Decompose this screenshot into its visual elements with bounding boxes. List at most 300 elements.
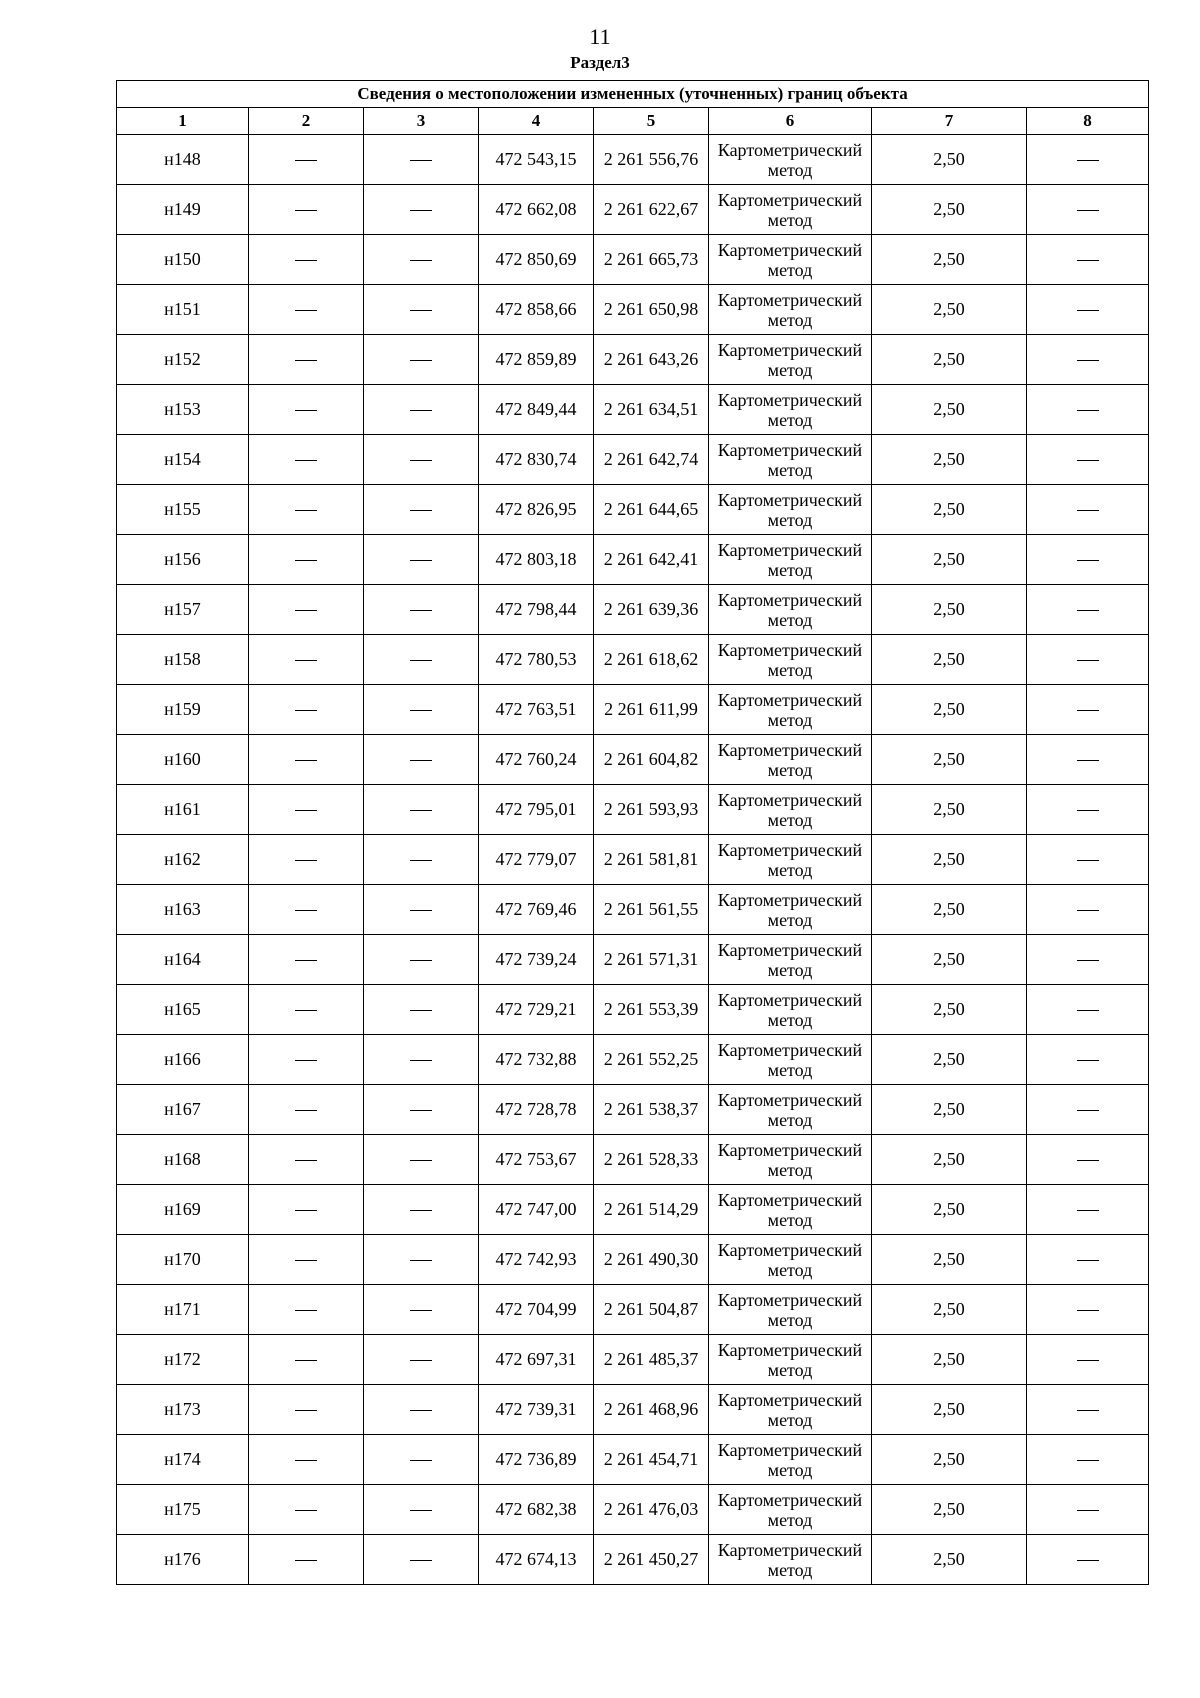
table-row bbox=[117, 235, 1149, 285]
table-row bbox=[117, 585, 1149, 635]
y-coordinate-cell: 2 261 454,71 bbox=[594, 1435, 709, 1485]
empty-dash bbox=[295, 1410, 317, 1411]
point-name-cell: н175 bbox=[117, 1485, 249, 1535]
x-coordinate-cell: 472 682,38 bbox=[479, 1485, 594, 1535]
column-3-cell bbox=[364, 1385, 479, 1435]
column-8-cell bbox=[1027, 585, 1149, 635]
method-cell: Картометрический метод bbox=[709, 385, 872, 435]
empty-dash bbox=[410, 1010, 432, 1011]
column-3-cell bbox=[364, 285, 479, 335]
x-coordinate-cell: 472 736,89 bbox=[479, 1435, 594, 1485]
empty-dash bbox=[410, 1260, 432, 1261]
x-coordinate-cell: 472 850,69 bbox=[479, 235, 594, 285]
empty-dash bbox=[410, 710, 432, 711]
y-coordinate-cell: 2 261 553,39 bbox=[594, 985, 709, 1035]
point-name-cell: н155 bbox=[117, 485, 249, 535]
empty-dash bbox=[410, 560, 432, 561]
column-2-cell bbox=[249, 135, 364, 185]
empty-dash bbox=[410, 410, 432, 411]
method-cell: Картометрический метод bbox=[709, 985, 872, 1035]
column-3-cell bbox=[364, 735, 479, 785]
method-cell: Картометрический метод bbox=[709, 1085, 872, 1135]
table-row bbox=[117, 1185, 1149, 1235]
column-2-cell bbox=[249, 535, 364, 585]
x-coordinate-cell: 472 795,01 bbox=[479, 785, 594, 835]
empty-dash bbox=[1077, 460, 1099, 461]
x-coordinate-cell: 472 747,00 bbox=[479, 1185, 594, 1235]
column-8-cell bbox=[1027, 435, 1149, 485]
x-coordinate-cell: 472 697,31 bbox=[479, 1335, 594, 1385]
y-coordinate-cell: 2 261 514,29 bbox=[594, 1185, 709, 1235]
x-coordinate-cell: 472 732,88 bbox=[479, 1035, 594, 1085]
accuracy-cell: 2,50 bbox=[872, 1085, 1027, 1135]
y-coordinate-cell: 2 261 552,25 bbox=[594, 1035, 709, 1085]
x-coordinate-cell: 472 858,66 bbox=[479, 285, 594, 335]
empty-dash bbox=[410, 1560, 432, 1561]
y-coordinate-cell: 2 261 643,26 bbox=[594, 335, 709, 385]
table-body bbox=[117, 135, 1149, 1585]
method-cell: Картометрический метод bbox=[709, 235, 872, 285]
column-8-cell bbox=[1027, 835, 1149, 885]
column-3-cell bbox=[364, 385, 479, 435]
column-number-5: 5 bbox=[594, 108, 709, 135]
table-row bbox=[117, 435, 1149, 485]
column-8-cell bbox=[1027, 735, 1149, 785]
method-cell: Картометрический метод bbox=[709, 835, 872, 885]
column-3-cell bbox=[364, 135, 479, 185]
empty-dash bbox=[1077, 160, 1099, 161]
method-cell: Картометрический метод bbox=[709, 785, 872, 835]
column-2-cell bbox=[249, 435, 364, 485]
column-3-cell bbox=[364, 685, 479, 735]
x-coordinate-cell: 472 803,18 bbox=[479, 535, 594, 585]
empty-dash bbox=[410, 1210, 432, 1211]
method-cell: Картометрический метод bbox=[709, 185, 872, 235]
empty-dash bbox=[1077, 1010, 1099, 1011]
empty-dash bbox=[1077, 810, 1099, 811]
column-3-cell bbox=[364, 1335, 479, 1385]
empty-dash bbox=[295, 260, 317, 261]
empty-dash bbox=[295, 960, 317, 961]
column-8-cell bbox=[1027, 1335, 1149, 1385]
empty-dash bbox=[295, 360, 317, 361]
point-name-cell: н163 bbox=[117, 885, 249, 935]
point-name-cell: н173 bbox=[117, 1385, 249, 1435]
x-coordinate-cell: 472 798,44 bbox=[479, 585, 594, 635]
method-cell: Картометрический метод bbox=[709, 735, 872, 785]
table-row bbox=[117, 785, 1149, 835]
column-3-cell bbox=[364, 585, 479, 635]
column-3-cell bbox=[364, 535, 479, 585]
y-coordinate-cell: 2 261 665,73 bbox=[594, 235, 709, 285]
empty-dash bbox=[1077, 1260, 1099, 1261]
method-cell: Картометрический метод bbox=[709, 485, 872, 535]
accuracy-cell: 2,50 bbox=[872, 1535, 1027, 1585]
y-coordinate-cell: 2 261 634,51 bbox=[594, 385, 709, 435]
column-8-cell bbox=[1027, 185, 1149, 235]
empty-dash bbox=[410, 160, 432, 161]
column-number-8: 8 bbox=[1027, 108, 1149, 135]
accuracy-cell: 2,50 bbox=[872, 185, 1027, 235]
empty-dash bbox=[410, 860, 432, 861]
column-8-cell bbox=[1027, 1135, 1149, 1185]
empty-dash bbox=[1077, 510, 1099, 511]
column-3-cell bbox=[364, 1535, 479, 1585]
column-8-cell bbox=[1027, 1235, 1149, 1285]
method-cell: Картометрический метод bbox=[709, 1335, 872, 1385]
empty-dash bbox=[295, 1060, 317, 1061]
empty-dash bbox=[295, 710, 317, 711]
x-coordinate-cell: 472 739,31 bbox=[479, 1385, 594, 1435]
point-name-cell: н171 bbox=[117, 1285, 249, 1335]
table-row bbox=[117, 635, 1149, 685]
table-row bbox=[117, 1085, 1149, 1135]
column-2-cell bbox=[249, 385, 364, 435]
empty-dash bbox=[295, 810, 317, 811]
y-coordinate-cell: 2 261 528,33 bbox=[594, 1135, 709, 1185]
empty-dash bbox=[1077, 960, 1099, 961]
point-name-cell: н150 bbox=[117, 235, 249, 285]
x-coordinate-cell: 472 763,51 bbox=[479, 685, 594, 735]
point-name-cell: н176 bbox=[117, 1535, 249, 1585]
method-cell: Картометрический метод bbox=[709, 635, 872, 685]
column-2-cell bbox=[249, 685, 364, 735]
column-3-cell bbox=[364, 1235, 479, 1285]
column-number-row bbox=[117, 108, 1149, 135]
empty-dash bbox=[295, 1010, 317, 1011]
column-8-cell bbox=[1027, 885, 1149, 935]
x-coordinate-cell: 472 704,99 bbox=[479, 1285, 594, 1335]
empty-dash bbox=[295, 160, 317, 161]
column-2-cell bbox=[249, 835, 364, 885]
empty-dash bbox=[410, 760, 432, 761]
column-2-cell bbox=[249, 1485, 364, 1535]
column-number-2: 2 bbox=[249, 108, 364, 135]
empty-dash bbox=[1077, 610, 1099, 611]
point-name-cell: н157 bbox=[117, 585, 249, 635]
empty-dash bbox=[1077, 1310, 1099, 1311]
column-3-cell bbox=[364, 935, 479, 985]
empty-dash bbox=[410, 1160, 432, 1161]
table-row bbox=[117, 1335, 1149, 1385]
table-row bbox=[117, 985, 1149, 1035]
column-3-cell bbox=[364, 635, 479, 685]
column-8-cell bbox=[1027, 785, 1149, 835]
empty-dash bbox=[410, 360, 432, 361]
empty-dash bbox=[295, 410, 317, 411]
column-3-cell bbox=[364, 185, 479, 235]
column-8-cell bbox=[1027, 1435, 1149, 1485]
empty-dash bbox=[295, 860, 317, 861]
column-number-7: 7 bbox=[872, 108, 1027, 135]
empty-dash bbox=[1077, 1160, 1099, 1161]
empty-dash bbox=[410, 1110, 432, 1111]
column-3-cell bbox=[364, 1285, 479, 1335]
y-coordinate-cell: 2 261 571,31 bbox=[594, 935, 709, 985]
method-cell: Картометрический метод bbox=[709, 1235, 872, 1285]
y-coordinate-cell: 2 261 504,87 bbox=[594, 1285, 709, 1335]
point-name-cell: н165 bbox=[117, 985, 249, 1035]
column-8-cell bbox=[1027, 1185, 1149, 1235]
empty-dash bbox=[1077, 1460, 1099, 1461]
point-name-cell: н158 bbox=[117, 635, 249, 685]
column-2-cell bbox=[249, 1035, 364, 1085]
accuracy-cell: 2,50 bbox=[872, 1035, 1027, 1085]
point-name-cell: н151 bbox=[117, 285, 249, 335]
column-8-cell bbox=[1027, 935, 1149, 985]
column-8-cell bbox=[1027, 385, 1149, 435]
accuracy-cell: 2,50 bbox=[872, 935, 1027, 985]
accuracy-cell: 2,50 bbox=[872, 885, 1027, 935]
point-name-cell: н148 bbox=[117, 135, 249, 185]
section-title: Раздел3 bbox=[570, 53, 630, 72]
x-coordinate-cell: 472 662,08 bbox=[479, 185, 594, 235]
x-coordinate-cell: 472 779,07 bbox=[479, 835, 594, 885]
empty-dash bbox=[295, 1360, 317, 1361]
empty-dash bbox=[410, 1310, 432, 1311]
column-2-cell bbox=[249, 485, 364, 535]
empty-dash bbox=[410, 1460, 432, 1461]
empty-dash bbox=[295, 210, 317, 211]
y-coordinate-cell: 2 261 476,03 bbox=[594, 1485, 709, 1535]
accuracy-cell: 2,50 bbox=[872, 685, 1027, 735]
column-8-cell bbox=[1027, 535, 1149, 585]
column-2-cell bbox=[249, 1185, 364, 1235]
empty-dash bbox=[1077, 760, 1099, 761]
column-2-cell bbox=[249, 635, 364, 685]
point-name-cell: н162 bbox=[117, 835, 249, 885]
y-coordinate-cell: 2 261 639,36 bbox=[594, 585, 709, 635]
y-coordinate-cell: 2 261 593,93 bbox=[594, 785, 709, 835]
column-number-1: 1 bbox=[117, 108, 249, 135]
column-3-cell bbox=[364, 785, 479, 835]
empty-dash bbox=[295, 310, 317, 311]
accuracy-cell: 2,50 bbox=[872, 1185, 1027, 1235]
column-3-cell bbox=[364, 1135, 479, 1185]
empty-dash bbox=[410, 210, 432, 211]
accuracy-cell: 2,50 bbox=[872, 285, 1027, 335]
point-name-cell: н149 bbox=[117, 185, 249, 235]
method-cell: Картометрический метод bbox=[709, 685, 872, 735]
empty-dash bbox=[1077, 1510, 1099, 1511]
column-2-cell bbox=[249, 1385, 364, 1435]
column-3-cell bbox=[364, 435, 479, 485]
accuracy-cell: 2,50 bbox=[872, 235, 1027, 285]
point-name-cell: н156 bbox=[117, 535, 249, 585]
empty-dash bbox=[1077, 910, 1099, 911]
empty-dash bbox=[295, 1310, 317, 1311]
x-coordinate-cell: 472 728,78 bbox=[479, 1085, 594, 1135]
empty-dash bbox=[410, 960, 432, 961]
y-coordinate-cell: 2 261 468,96 bbox=[594, 1385, 709, 1435]
y-coordinate-cell: 2 261 581,81 bbox=[594, 835, 709, 885]
accuracy-cell: 2,50 bbox=[872, 1385, 1027, 1435]
empty-dash bbox=[295, 660, 317, 661]
y-coordinate-cell: 2 261 556,76 bbox=[594, 135, 709, 185]
y-coordinate-cell: 2 261 485,37 bbox=[594, 1335, 709, 1385]
empty-dash bbox=[410, 610, 432, 611]
column-3-cell bbox=[364, 885, 479, 935]
empty-dash bbox=[295, 1110, 317, 1111]
point-name-cell: н169 bbox=[117, 1185, 249, 1235]
table-row bbox=[117, 935, 1149, 985]
accuracy-cell: 2,50 bbox=[872, 635, 1027, 685]
column-2-cell bbox=[249, 935, 364, 985]
empty-dash bbox=[410, 310, 432, 311]
y-coordinate-cell: 2 261 650,98 bbox=[594, 285, 709, 335]
column-2-cell bbox=[249, 1285, 364, 1335]
empty-dash bbox=[1077, 410, 1099, 411]
column-8-cell bbox=[1027, 685, 1149, 735]
empty-dash bbox=[1077, 1110, 1099, 1111]
empty-dash bbox=[1077, 1060, 1099, 1061]
method-cell: Картометрический метод bbox=[709, 135, 872, 185]
point-name-cell: н172 bbox=[117, 1335, 249, 1385]
column-number-3: 3 bbox=[364, 108, 479, 135]
point-name-cell: н159 bbox=[117, 685, 249, 735]
column-8-cell bbox=[1027, 1085, 1149, 1135]
column-2-cell bbox=[249, 1085, 364, 1135]
table-row bbox=[117, 385, 1149, 435]
table-row bbox=[117, 735, 1149, 785]
empty-dash bbox=[1077, 360, 1099, 361]
column-2-cell bbox=[249, 1335, 364, 1385]
empty-dash bbox=[295, 1260, 317, 1261]
method-cell: Картометрический метод bbox=[709, 935, 872, 985]
accuracy-cell: 2,50 bbox=[872, 135, 1027, 185]
table-row bbox=[117, 1535, 1149, 1585]
x-coordinate-cell: 472 729,21 bbox=[479, 985, 594, 1035]
y-coordinate-cell: 2 261 644,65 bbox=[594, 485, 709, 535]
empty-dash bbox=[410, 810, 432, 811]
column-3-cell bbox=[364, 1035, 479, 1085]
table-row bbox=[117, 685, 1149, 735]
empty-dash bbox=[295, 1510, 317, 1511]
y-coordinate-cell: 2 261 604,82 bbox=[594, 735, 709, 785]
column-8-cell bbox=[1027, 1535, 1149, 1585]
x-coordinate-cell: 472 859,89 bbox=[479, 335, 594, 385]
column-2-cell bbox=[249, 1435, 364, 1485]
table-row bbox=[117, 835, 1149, 885]
empty-dash bbox=[1077, 1360, 1099, 1361]
y-coordinate-cell: 2 261 642,41 bbox=[594, 535, 709, 585]
x-coordinate-cell: 472 830,74 bbox=[479, 435, 594, 485]
empty-dash bbox=[295, 1460, 317, 1461]
accuracy-cell: 2,50 bbox=[872, 1235, 1027, 1285]
x-coordinate-cell: 472 739,24 bbox=[479, 935, 594, 985]
x-coordinate-cell: 472 753,67 bbox=[479, 1135, 594, 1185]
empty-dash bbox=[295, 510, 317, 511]
y-coordinate-cell: 2 261 538,37 bbox=[594, 1085, 709, 1135]
column-2-cell bbox=[249, 1235, 364, 1285]
accuracy-cell: 2,50 bbox=[872, 535, 1027, 585]
table-row bbox=[117, 185, 1149, 235]
empty-dash bbox=[295, 1560, 317, 1561]
accuracy-cell: 2,50 bbox=[872, 735, 1027, 785]
column-2-cell bbox=[249, 285, 364, 335]
y-coordinate-cell: 2 261 622,67 bbox=[594, 185, 709, 235]
method-cell: Картометрический метод bbox=[709, 585, 872, 635]
method-cell: Картометрический метод bbox=[709, 535, 872, 585]
empty-dash bbox=[410, 1360, 432, 1361]
empty-dash bbox=[1077, 1560, 1099, 1561]
x-coordinate-cell: 472 769,46 bbox=[479, 885, 594, 935]
empty-dash bbox=[1077, 1410, 1099, 1411]
table-row bbox=[117, 1135, 1149, 1185]
x-coordinate-cell: 472 543,15 bbox=[479, 135, 594, 185]
column-3-cell bbox=[364, 985, 479, 1035]
column-8-cell bbox=[1027, 335, 1149, 385]
y-coordinate-cell: 2 261 642,74 bbox=[594, 435, 709, 485]
column-2-cell bbox=[249, 235, 364, 285]
method-cell: Картометрический метод bbox=[709, 1185, 872, 1235]
column-8-cell bbox=[1027, 485, 1149, 535]
point-name-cell: н166 bbox=[117, 1035, 249, 1085]
column-2-cell bbox=[249, 785, 364, 835]
column-8-cell bbox=[1027, 1285, 1149, 1335]
column-2-cell bbox=[249, 885, 364, 935]
table-row bbox=[117, 285, 1149, 335]
x-coordinate-cell: 472 826,95 bbox=[479, 485, 594, 535]
column-3-cell bbox=[364, 485, 479, 535]
x-coordinate-cell: 472 674,13 bbox=[479, 1535, 594, 1585]
empty-dash bbox=[410, 260, 432, 261]
point-name-cell: н168 bbox=[117, 1135, 249, 1185]
accuracy-cell: 2,50 bbox=[872, 435, 1027, 485]
column-2-cell bbox=[249, 335, 364, 385]
column-2-cell bbox=[249, 985, 364, 1035]
empty-dash bbox=[410, 910, 432, 911]
method-cell: Картометрический метод bbox=[709, 1535, 872, 1585]
boundary-coordinates-table bbox=[116, 80, 1149, 1585]
method-cell: Картометрический метод bbox=[709, 1135, 872, 1185]
column-3-cell bbox=[364, 1185, 479, 1235]
method-cell: Картометрический метод bbox=[709, 1435, 872, 1485]
point-name-cell: н174 bbox=[117, 1435, 249, 1485]
accuracy-cell: 2,50 bbox=[872, 1485, 1027, 1535]
column-2-cell bbox=[249, 1535, 364, 1585]
point-name-cell: н164 bbox=[117, 935, 249, 985]
method-cell: Картометрический метод bbox=[709, 335, 872, 385]
column-3-cell bbox=[364, 235, 479, 285]
y-coordinate-cell: 2 261 450,27 bbox=[594, 1535, 709, 1585]
x-coordinate-cell: 472 849,44 bbox=[479, 385, 594, 435]
column-number-4: 4 bbox=[479, 108, 594, 135]
empty-dash bbox=[1077, 210, 1099, 211]
point-name-cell: н167 bbox=[117, 1085, 249, 1135]
column-8-cell bbox=[1027, 635, 1149, 685]
column-3-cell bbox=[364, 1435, 479, 1485]
method-cell: Картометрический метод bbox=[709, 1385, 872, 1435]
column-3-cell bbox=[364, 1085, 479, 1135]
table-row bbox=[117, 1035, 1149, 1085]
column-8-cell bbox=[1027, 1035, 1149, 1085]
table-row bbox=[117, 1485, 1149, 1535]
column-2-cell bbox=[249, 585, 364, 635]
empty-dash bbox=[295, 560, 317, 561]
empty-dash bbox=[410, 1060, 432, 1061]
column-number-6: 6 bbox=[709, 108, 872, 135]
point-name-cell: н161 bbox=[117, 785, 249, 835]
point-name-cell: н160 bbox=[117, 735, 249, 785]
table-row bbox=[117, 535, 1149, 585]
empty-dash bbox=[410, 510, 432, 511]
column-8-cell bbox=[1027, 285, 1149, 335]
empty-dash bbox=[1077, 310, 1099, 311]
point-name-cell: н152 bbox=[117, 335, 249, 385]
accuracy-cell: 2,50 bbox=[872, 485, 1027, 535]
method-cell: Картометрический метод bbox=[709, 1035, 872, 1085]
